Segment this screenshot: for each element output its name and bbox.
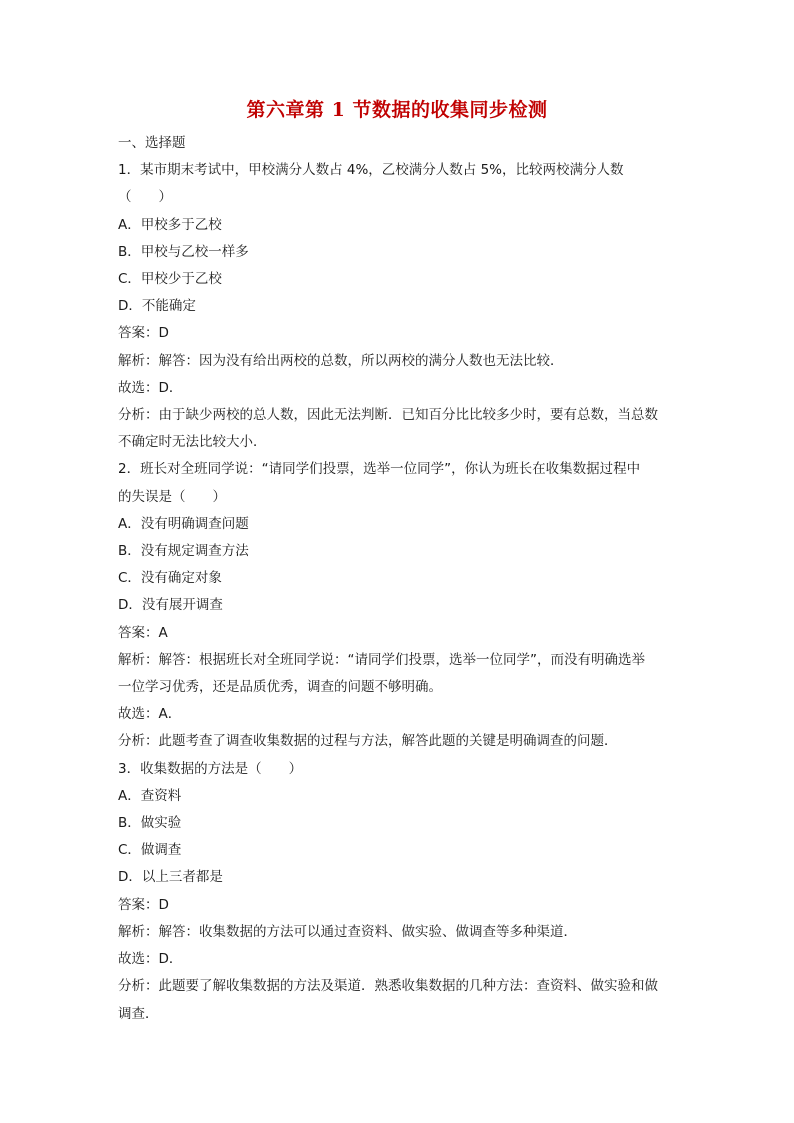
text-line: C．没有确定对象 [118, 570, 222, 587]
text-line: A．没有明确调查问题 [118, 515, 249, 532]
text-line: 故选：D． [118, 951, 183, 968]
text-line: 分析：由于缺少两校的总人数，因此无法判断．已知百分比比较多少时，要有总数，当总数 [118, 407, 658, 424]
text-line: 1．某市期末考试中，甲校满分人数占 4%，乙校满分人数占 5%，比较两校满分人数 [118, 162, 624, 179]
text-line: 2．班长对全班同学说：“请同学们投票，选举一位同学”，你认为班长在收集数据过程中 [118, 461, 641, 478]
text-line: 故选：A． [118, 706, 182, 723]
text-line: 故选：D． [118, 379, 183, 396]
text-line: C．做调查 [118, 842, 182, 859]
text-line: 答案：A [118, 624, 168, 641]
text-line: 3．收集数据的方法是（ ） [118, 760, 303, 777]
text-line: D．没有展开调查 [118, 597, 223, 614]
text-line: 分析：此题要了解收集数据的方法及渠道．熟悉收集数据的几种方法：查资料、做实验和做 [118, 978, 658, 995]
document-body [118, 130, 680, 1028]
text-line: A．查资料 [118, 787, 182, 804]
text-line: A．甲校多于乙校 [118, 216, 222, 233]
text-line: 不确定时无法比较大小． [118, 434, 267, 451]
text-line: 解析：解答：收集数据的方法可以通过查资料、做实验、做调查等多种渠道． [118, 923, 577, 940]
text-line: 调查． [118, 1005, 159, 1022]
text-line: B．做实验 [118, 815, 182, 832]
text-line: 分析：此题考查了调查收集数据的过程与方法，解答此题的关键是明确调查的问题． [118, 733, 618, 750]
text-line: 一位学习优秀，还是品质优秀，调查的问题不够明确。 [118, 679, 442, 696]
text-line: C．甲校少于乙校 [118, 271, 222, 288]
text-line: 解析：解答：根据班长对全班同学说：“请同学们投票，选举一位同学”，而没有明确选举 [118, 651, 645, 668]
text-line: B．甲校与乙校一样多 [118, 243, 249, 260]
document-title: 第六章第 1 节数据的收集同步检测 [246, 99, 548, 121]
text-line: 的失误是（ ） [118, 488, 226, 505]
text-line: D．不能确定 [118, 298, 196, 315]
text-line: B．没有规定调查方法 [118, 543, 249, 560]
text-line: （ ） [118, 189, 172, 206]
text-line: D．以上三者都是 [118, 869, 223, 886]
text-line: 答案：D [118, 325, 169, 342]
text-line: 解析：解答：因为没有给出两校的总数，所以两校的满分人数也无法比较． [118, 352, 564, 369]
section-heading: 一、选择题 [118, 135, 186, 151]
text-line: 答案：D [118, 896, 169, 913]
